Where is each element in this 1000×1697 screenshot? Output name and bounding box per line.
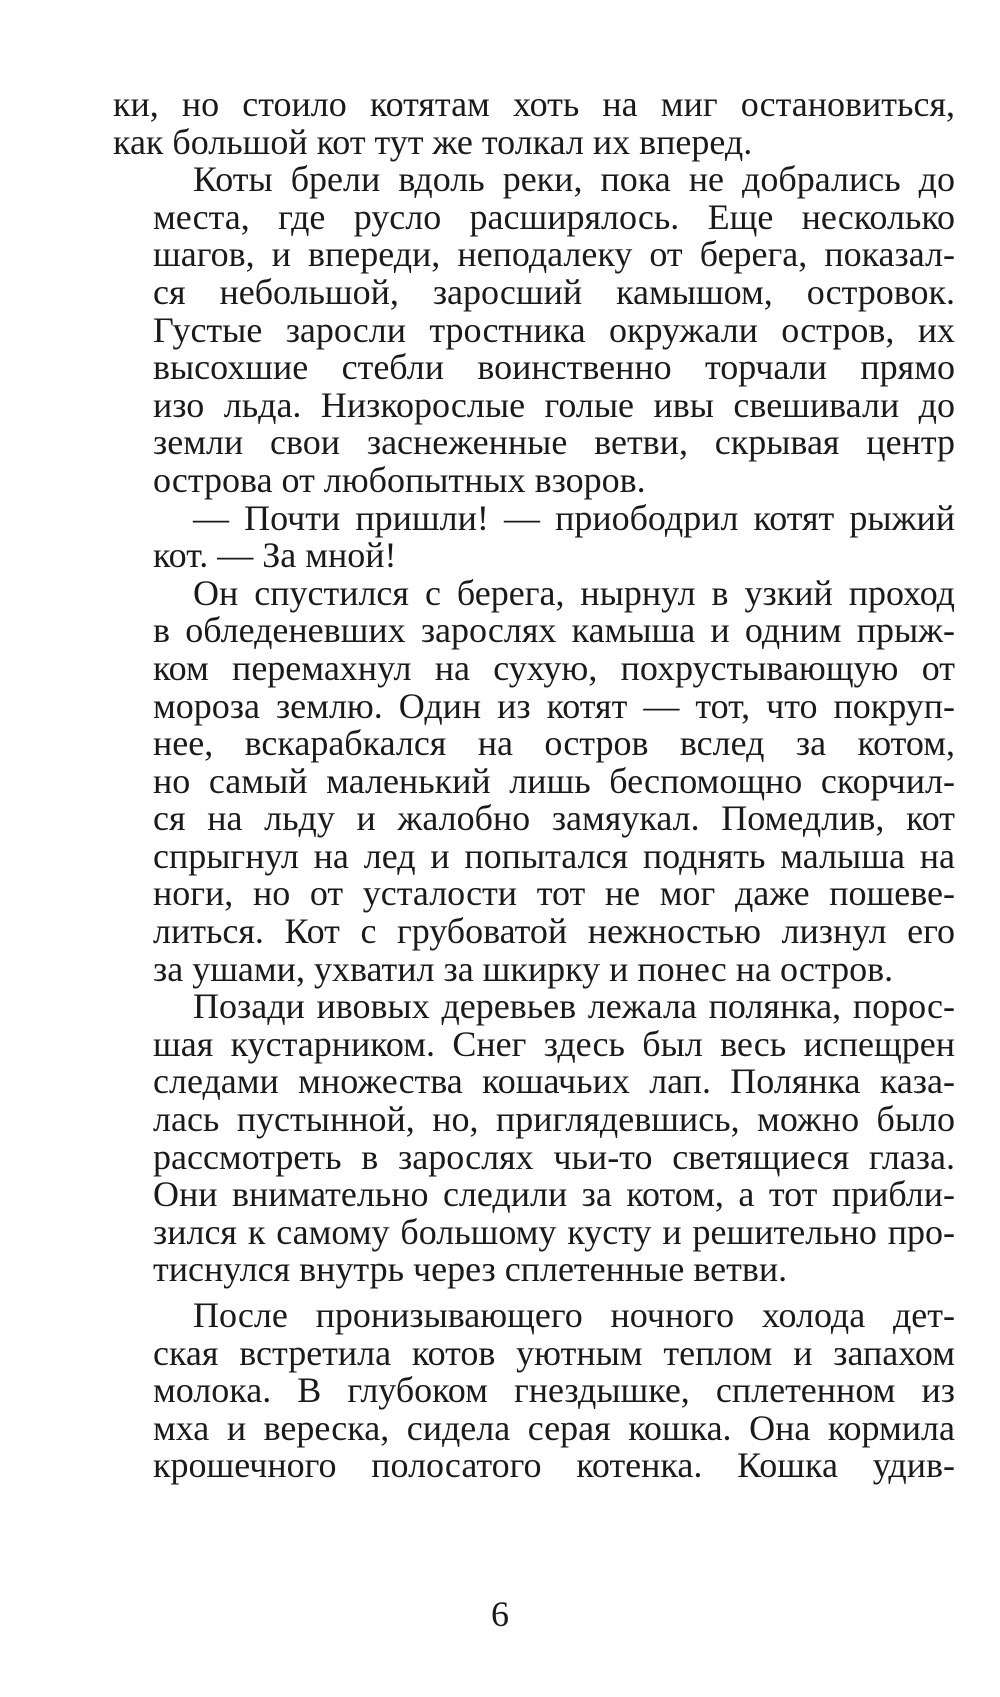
paragraph	[113, 497, 955, 576]
text-line: шая кустарником. Снег здесь был весь испещрен	[153, 1023, 955, 1064]
text-line: мха и вереска, сидела серая кошка. Она кормила	[153, 1407, 955, 1448]
text-line: Он спустился с берега, нырнул в узкий проход	[193, 572, 955, 613]
text-line: как большой кот тут же толкал их вперед.	[113, 121, 753, 162]
paragraph	[113, 572, 955, 989]
paragraph	[113, 161, 955, 499]
text-line: в обледеневших зарослях камыша и одним прыж-	[153, 610, 955, 651]
text-line: нее, вскарабкался на остров вслед за котом,	[153, 723, 955, 764]
paragraph	[113, 988, 955, 1289]
text-line: молока. В глубоком гнездышке, сплетенном из	[153, 1370, 955, 1411]
text-line: места, где русло расширялось. Еще несколько	[153, 196, 955, 237]
text-line: литься. Кот с грубоватой нежностью лизнул его	[153, 911, 955, 952]
text-line: острова от любопытных взоров.	[153, 459, 646, 500]
paragraph	[113, 86, 955, 161]
text-line: После пронизывающего ночного холода дет-	[193, 1295, 955, 1335]
book-page-text	[113, 86, 955, 1485]
text-line: высохшие стебли воинственно торчали прямо	[153, 347, 955, 388]
text-line: но самый маленький лишь беспомощно скорчил-	[153, 760, 955, 801]
text-line: ноги, но от усталости тот не мог даже пошеве-	[153, 873, 955, 914]
text-line: рассмотреть в зарослях чьи-то светящиеся глаза.	[153, 1136, 955, 1177]
text-line: лась пустынной, но, приглядевшись, можно было	[153, 1099, 955, 1140]
text-line: ся небольшой, заросший камышом, островок.	[153, 271, 955, 312]
text-line: ки, но стоило котятам хоть на миг остановиться,	[113, 84, 955, 124]
text-line: ком перемахнул на сухую, похрустывающую от	[153, 647, 955, 688]
text-line: ся на льду и жалобно замяукал. Помедлив, кот	[153, 798, 955, 839]
text-line: изо льда. Низкорослые голые ивы свешивали до	[153, 384, 955, 425]
text-line: ская встретила котов уютным теплом и запахом	[153, 1332, 955, 1373]
paragraph	[113, 1297, 955, 1485]
text-line: Они внимательно следили за котом, а тот прибли-	[153, 1174, 955, 1215]
text-line: Позади ивовых деревьев лежала полянка, порос-	[193, 986, 955, 1027]
text-line: спрыгнул на лед и попытался поднять малыша на	[153, 835, 955, 876]
text-line: земли свои заснеженные ветви, скрывая центр	[153, 422, 955, 463]
text-line: крошечного полосатого котенка. Кошка удив-	[153, 1445, 955, 1486]
text-line: за ушами, ухватил за шкирку и понес на остров.	[153, 948, 894, 989]
text-line: Густые заросли тростника окружали остров, их	[153, 309, 955, 350]
text-line: Коты брели вдоль реки, пока не добрались до	[193, 159, 955, 200]
text-line: мороза землю. Один из котят — тот, что покруп-	[153, 685, 955, 726]
text-line: кот. — За мной!	[153, 535, 397, 576]
page-number: 6	[491, 1594, 509, 1634]
text-line: — Почти пришли! — приободрил котят рыжий	[193, 497, 955, 538]
text-line: следами множества кошачьих лап. Полянка каза-	[153, 1061, 955, 1102]
text-line: тиснулся внутрь через сплетенные ветви.	[153, 1249, 788, 1290]
text-line: зился к самому большому кусту и решительно про-	[153, 1211, 955, 1252]
text-line: шагов, и впереди, неподалеку от берега, показал-	[153, 234, 955, 275]
